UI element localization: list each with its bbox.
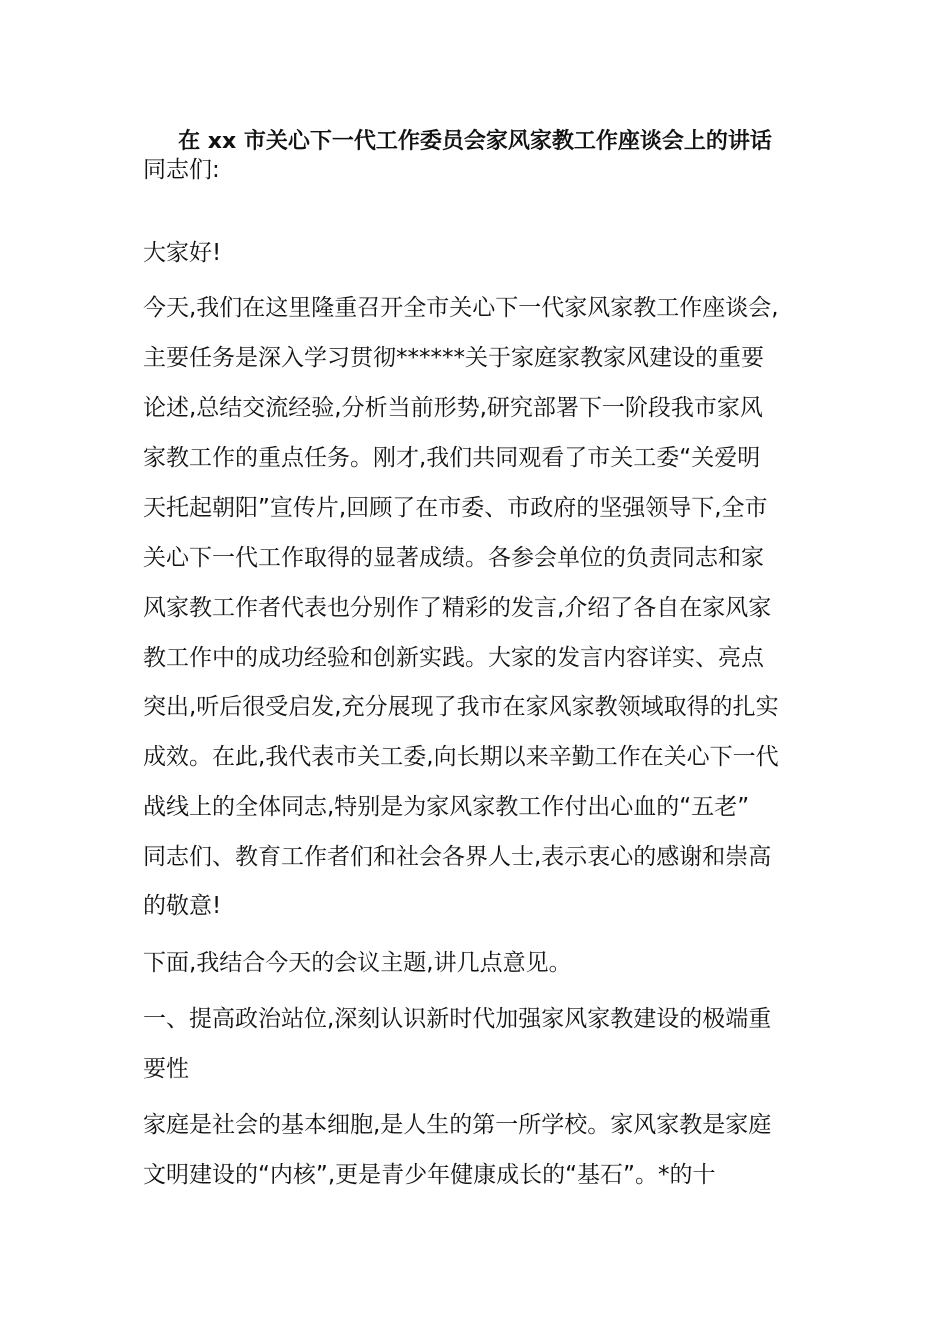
- paragraph-line: 论述,总结交流经验,分析当前形势,研究部署下一阶段我市家风: [143, 395, 763, 421]
- paragraph-line: 战线上的全体同志,特别是为家风家教工作付出心血的“五老”: [143, 794, 750, 820]
- section-heading-line: 要性: [143, 1056, 189, 1082]
- paragraph-line: 主要任务是深入学习贯彻******关于家庭家教家风建设的重要: [143, 345, 764, 371]
- paragraph-line: 成效。在此,我代表市关工委,向长期以来辛勤工作在关心下一代: [143, 744, 779, 770]
- paragraph-line: 关心下一代工作取得的显著成绩。各参会单位的负责同志和家: [143, 545, 764, 571]
- paragraph-line: 家教工作的重点任务。刚才,我们共同观看了市关工委“关爱明: [143, 445, 761, 471]
- greeting: 大家好!: [143, 240, 222, 266]
- document-title: 在 xx 市关心下一代工作委员会家风家教工作座谈会上的讲话: [178, 129, 772, 154]
- paragraph-line: 风家教工作者代表也分别作了精彩的发言,介绍了各自在家风家: [143, 595, 772, 621]
- paragraph-line: 突出,听后很受启发,充分展现了我市在家风家教领域取得的扎实: [143, 694, 779, 720]
- paragraph-line: 今天,我们在这里隆重召开全市关心下一代家风家教工作座谈会,: [143, 295, 779, 321]
- paragraph-line: 下面,我结合今天的会议主题,讲几点意见。: [143, 950, 572, 976]
- paragraph-line: 同志们、教育工作者们和社会各界人士,表示衷心的感谢和崇高: [143, 844, 772, 870]
- section-heading-line: 一、提高政治站位,深刻认识新时代加强家风家教建设的极端重: [143, 1006, 772, 1032]
- salutation: 同志们:: [143, 157, 220, 183]
- paragraph-line: 天托起朝阳”宣传片,回顾了在市委、市政府的坚强领导下,全市: [143, 495, 768, 521]
- paragraph-line: 文明建设的“内核”,更是青少年健康成长的“基石”。*的十: [143, 1162, 716, 1188]
- paragraph-line: 教工作中的成功经验和创新实践。大家的发言内容详实、亮点: [143, 645, 764, 671]
- paragraph-line: 家庭是社会的基本细胞,是人生的第一所学校。家风家教是家庭: [143, 1112, 772, 1138]
- paragraph-line: 的敬意!: [143, 893, 222, 919]
